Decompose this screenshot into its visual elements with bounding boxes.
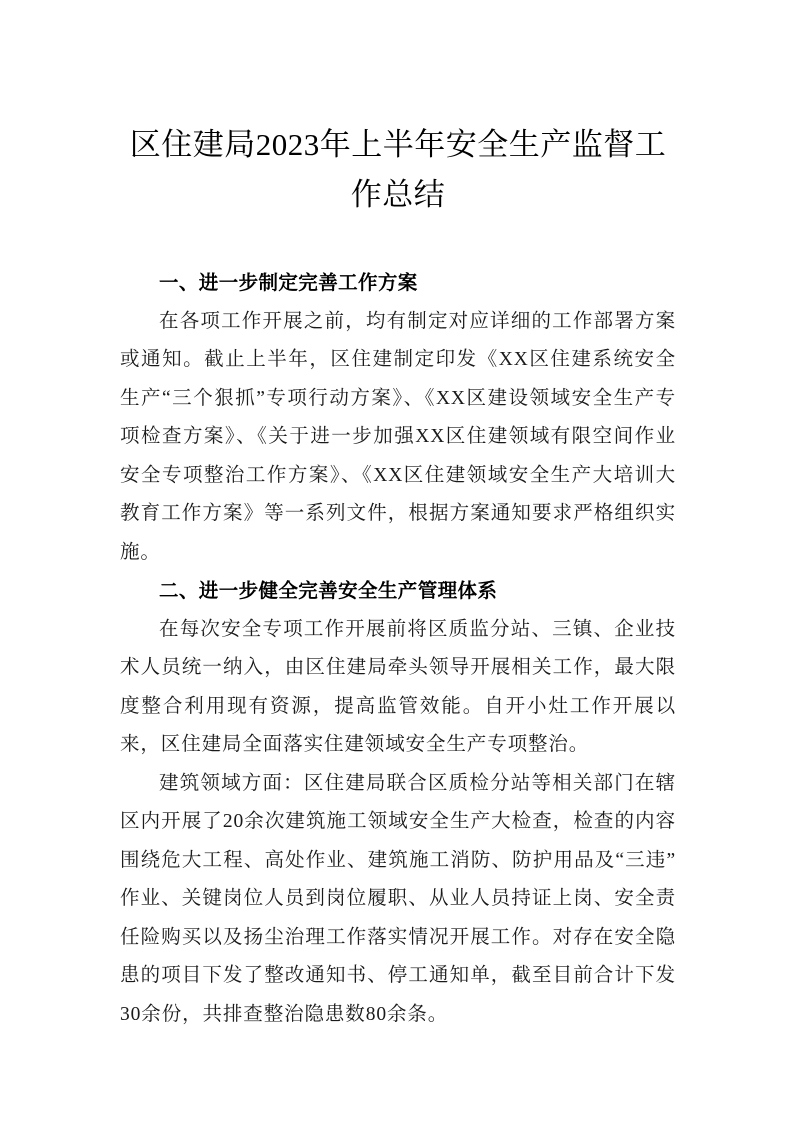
section-2-paragraph-1: 在每次安全专项工作开展前将区质监分站、三镇、企业技术人员统一纳入，由区住建局牵头领导开展相关工作，最大限度整合利用现有资源，提高监管效能。自开小灶工作开展以来，区住建局全面落实住建领域安全生产专项整治。 [120, 618, 676, 755]
section-heading-1: 一、进一步制定完善工作方案 [159, 272, 418, 294]
page-bottom-spacer [120, 1034, 676, 1074]
section-1-paragraph-1: 在各项工作开展之前，均有制定对应详细的工作部署方案或通知。截止上半年，区住建制定印发《XX区住建系统安全生产“三个狠抓”专项行动方案》、《XX区建设领域安全生产专项检查方案》、《关于进一步加强XX区住建领域有限空间作业安全专项整治工作方案》、《XX区住建领域安全生产大培训大教育工作方案》等一系列文件，根据方案通知要求严格组织实施。 [120, 310, 676, 563]
section-heading-2: 二、进一步健全完善安全生产管理体系 [159, 580, 498, 602]
document-body [120, 0, 676, 1074]
page-title: 区住建局2023年上半年安全生产监督工作总结 [129, 127, 667, 212]
section-2-paragraph-2: 建筑领域方面：区住建局联合区质检分站等相关部门在辖区内开展了20余次建筑施工领域安全生产大检查，检查的内容围绕危大工程、高处作业、建筑施工消防、防护用品及“三违”作业、关键岗位人员到岗位履职、从业人员持证上岗、安全责任险购买以及扬尘治理工作落实情况开展工作。对存在安全隐患的项目下发了整改通知书、停工通知单，截至目前合计下发30余份，共排查整治隐患数80余条。 [120, 772, 676, 1025]
